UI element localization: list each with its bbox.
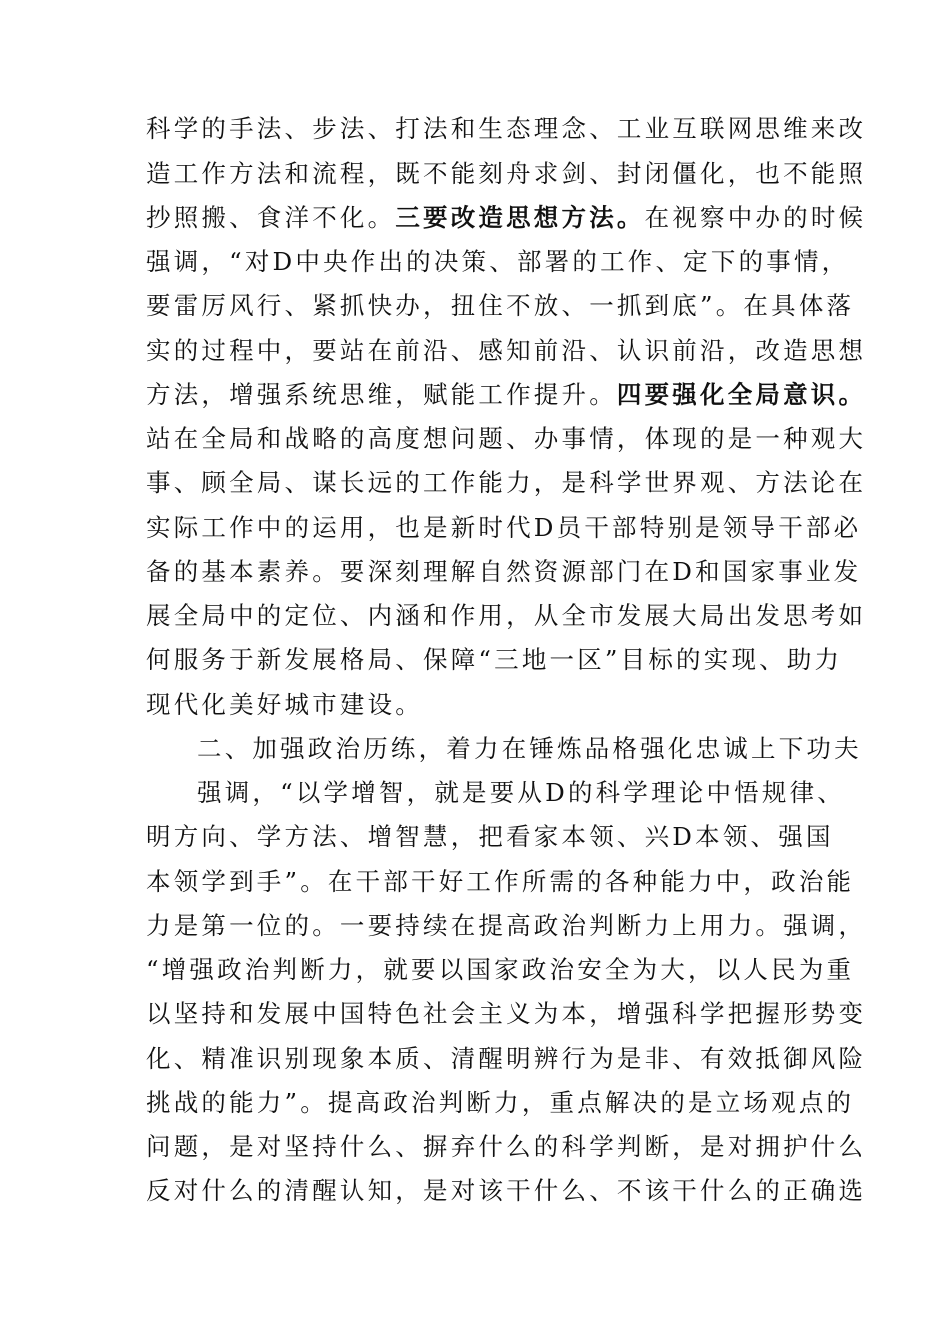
paragraph-line: 实际工作中的运用，也是新时代D员干部特别是领导干部必 (146, 513, 862, 542)
bold-heading: 三要改造思想方法。 (395, 203, 645, 232)
paragraph-line: 强调，“以学增智，就是要从D的科学理论中悟规律、 (197, 778, 845, 807)
paragraph-line: 力是第一位的。一要持续在提高政治判断力上用力。强调， (146, 911, 867, 940)
paragraph-line: 方法，增强系统思维，赋能工作提升。四要强化全局意识。 (146, 380, 867, 409)
paragraph-line: 站在全局和战略的高度想问题、办事情，体现的是一种观大 (146, 424, 867, 453)
section-heading: 二、加强政治历练，着力在锤炼品格强化忠诚上下功夫 (197, 734, 862, 763)
paragraph-line: 现代化美好城市建设。 (146, 690, 423, 719)
paragraph-line: 问题，是对坚持什么、摒弃什么的科学判断，是对拥护什么 (146, 1132, 867, 1161)
paragraph-line: 本领学到手”。在干部干好工作所需的各种能力中，政治能 (146, 867, 855, 896)
paragraph-line: 事、顾全局、谋长远的工作能力，是科学世界观、方法论在 (146, 468, 867, 497)
paragraph-line: 明方向、学方法、增智慧，把看家本领、兴D本领、强国 (146, 822, 834, 851)
paragraph-line: 科学的手法、步法、打法和生态理念、工业互联网思维来改 (146, 114, 867, 143)
paragraph-line: 强调，“对D中央作出的决策、部署的工作、定下的事情， (146, 247, 850, 276)
paragraph-line: 抄照搬、食洋不化。三要改造思想方法。在视察中办的时候 (146, 203, 867, 232)
paragraph-line: 要雷厉风行、紧抓快办，扭住不放、一抓到底”。在具体落 (146, 291, 855, 320)
paragraph-line: “增强政治判断力，就要以国家政治安全为大，以人民为重 (146, 955, 855, 984)
paragraph-line: 反对什么的清醒认知，是对该干什么、不该干什么的正确选 (146, 1176, 867, 1205)
paragraph-line: 以坚持和发展中国特色社会主义为本，增强科学把握形势变 (146, 999, 867, 1028)
paragraph-line: 挑战的能力”。提高政治判断力，重点解决的是立场观点的 (146, 1088, 855, 1117)
paragraph-line: 何服务于新发展格局、保障“三地一区”目标的实现、助力 (146, 645, 843, 674)
paragraph-line: 造工作方法和流程，既不能刻舟求剑、封闭僵化，也不能照 (146, 159, 867, 188)
paragraph-line: 备的基本素养。要深刻理解自然资源部门在D和国家事业发 (146, 557, 862, 586)
paragraph-line: 化、精准识别现象本质、清醒明辨行为是非、有效抵御风险 (146, 1044, 867, 1073)
paragraph-line: 展全局中的定位、内涵和作用，从全市发展大局出发思考如 (146, 601, 867, 630)
bold-heading: 四要强化全局意识。 (616, 380, 867, 409)
paragraph-line: 实的过程中，要站在前沿、感知前沿、认识前沿，改造思想 (146, 336, 867, 365)
